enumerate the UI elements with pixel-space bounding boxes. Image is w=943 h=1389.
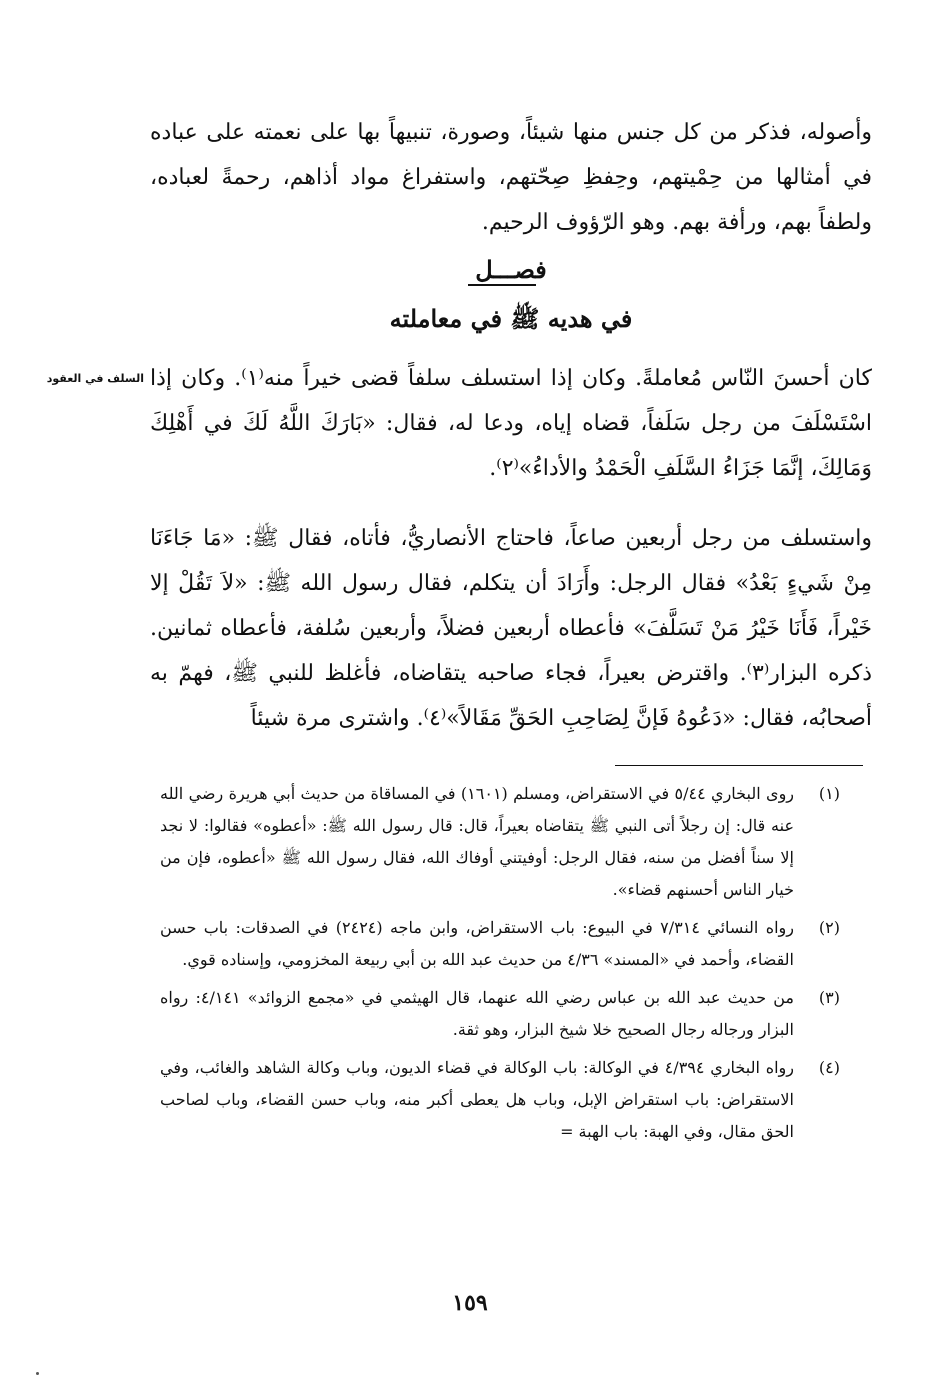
opening-text — [150, 110, 872, 245]
footnote — [160, 982, 840, 1046]
opening-paragraph: وأصوله، فذكر من كل جنس منها شيئاً، وصورة، تنبيهاً بها على نعمته على عباده في أمثالها من حِمْيتهم، وحِفظِ صِحّتهم، واستفراغ مواد أذاهم، رحمةً لعباده، ولطفاً بهم، ورأفة بهم. وهو الرّؤوف الرحيم. — [150, 120, 872, 235]
section-heading: فصـــل — [475, 255, 547, 284]
page-number: ١٥٩ — [452, 1290, 488, 1316]
footnote-text: روى البخاري ٥/٤٤ في الاستقراض، ومسلم (١٦٠١) في المساقاة من حديث أبي هريرة رضي الله عنه قال: إن رجلاً أتى النبي ﷺ يتقاضاه بعيراً، قال: قال رسول الله ﷺ: «أعطوه» فقالوا: لا نجد إلا سناً أفضل من سنه، فقال الرجل: أوفيتني أوفاك الله، فقال رسول الله ﷺ «أعطوه، فإن من خيار الناس أحسنهم قضاء». — [160, 784, 795, 899]
footnote-number: (١) — [818, 784, 840, 803]
section-subtitle: في هديه ﷺ في معاملته — [389, 304, 633, 333]
footnote — [160, 778, 840, 906]
heading-underline — [468, 284, 536, 286]
body-text-1 — [150, 356, 872, 491]
body-paragraph: واستسلف من رجل أربعين صاعاً، فاحتاج الأنصاريُّ، فأتاه، فقال ﷺ: «مَا جَاءَنَا مِنْ شَيءٍ بَعْدُ» فقال الرجل: وأَرَادَ أن يتكلم، فقال رسول الله ﷺ: «لاَ تَقُلْ إلا خَيْراً، فَأَنَا خَيْرُ مَنْ تَسَلَّفَ» فأعطاه أربعين فضلاً، وأربعين سُلفة، فأعطاه ثمانين. ذكره البزار⁽٣⁾. واقترض بعيراً، فجاء صاحبه يتقاضاه، فأغلظ للنبي ﷺ، فهمّ به أصحابُه، فقال: «دَعُوهُ فَإنَّ لِصَاحِبِ الحَقِّ مَقَالاً»⁽٤⁾. واشترى مرة شيئاً — [150, 526, 872, 731]
body-paragraph: كان أحسنَ النّاس مُعاملةً. وكان إذا استسلف سلفاً قضى خيراً منه⁽١⁾. وكان إذا اسْتَسْلَفَ من رجل سَلَفاً، قضاه إياه، ودعا له، فقال: «بَارَكَ اللَّهُ لَكَ في أَهْلِكَ وَمَالِكَ، إنَّمَا جَزَاءُ السَّلَفِ الْحَمْدُ والأداءُ»⁽٢⁾. — [150, 366, 872, 481]
scan-speck — [36, 1372, 39, 1375]
footnote-text: من حديث عبد الله بن عباس رضي الله عنهما، قال الهيثمي في «مجمع الزوائد» ٤/١٤١: رواه البزار ورجاله رجال الصحيح خلا شيخ البزار، وهو ثقة. — [160, 988, 795, 1039]
footnote-number: (٣) — [818, 988, 840, 1007]
footnote — [160, 912, 840, 976]
footnote — [160, 1052, 840, 1148]
footnote-number: (٢) — [818, 918, 840, 937]
footnotes — [160, 778, 840, 1154]
body-text-2 — [150, 516, 872, 741]
footnote-number: (٤) — [818, 1058, 840, 1077]
margin-note: السلف في العقود — [46, 372, 144, 385]
footnote-separator — [615, 765, 863, 766]
footnote-text: رواه النسائي ٧/٣١٤ في البيوع: باب الاستقراض، وابن ماجه (٢٤٢٤) في الصدقات: باب حسن القضاء، وأحمد في «المسند» ٤/٣٦ من حديث عبد الله بن أبي ربيعة المخزومي، وإسناده قوي. — [160, 918, 795, 969]
footnote-text: رواه البخاري ٤/٣٩٤ في الوكالة: باب الوكالة في قضاء الديون، وباب وكالة الشاهد والغائب، وفي الاستقراض: باب استقراض الإبل، وباب هل يعطى أكبر منه، وباب حسن القضاء، وباب لصاحب الحق مقال، وفي الهبة: باب الهبة = — [160, 1058, 794, 1141]
